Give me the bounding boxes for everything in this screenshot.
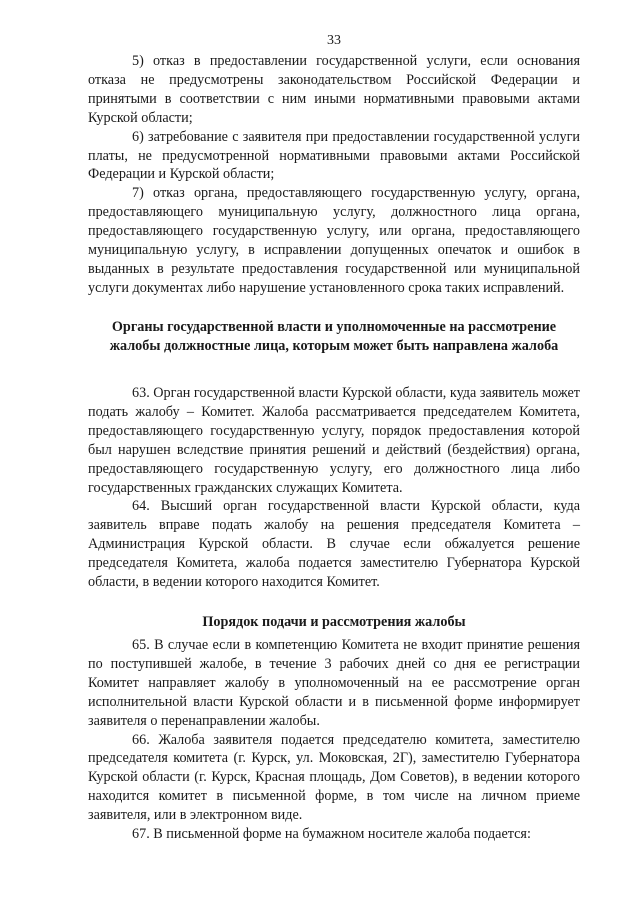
grounds-list xyxy=(88,52,580,298)
section-heading-bodies xyxy=(88,318,580,356)
paragraph-64: 64. Высший орган государственной власти Курской области, куда заявитель вправе подать жалобу на решения председателя Комитета – Администрация Курской области. В случае если обжалуется решение председателя Комитета, жалоба подается заместителю Губернатора Курской области, в ведении которого находится Комитет. xyxy=(88,498,580,591)
section-procedure-content xyxy=(88,636,580,844)
paragraph-67: 67. В письменной форме на бумажном носителе жалоба подается: xyxy=(132,826,531,843)
section-heading-text: Порядок подачи и рассмотрения жалобы xyxy=(202,614,466,630)
list-item-5: 5) отказ в предоставлении государственной услуги, если основания отказа не предусмотрены законодательством Российской Федерации и принятыми в соответствии с ним иными нормативными правовыми актами Курской области; xyxy=(88,53,580,126)
section-bodies-content xyxy=(88,384,580,592)
paragraph-63: 63. Орган государственной власти Курской области, куда заявитель может подать жалобу – Комитет. Жалоба рассматривается председателем Комитета, предоставляющего государственную услугу, порядок предоставления которой был нарушен вследствие принятия решений и действий (бездействия) органа, предоставляющего государственную услугу, его должностного лица либо государственных гражданских служащих Комитета. xyxy=(88,385,580,496)
list-item-6: 6) затребование с заявителя при предоставлении государственной услуги платы, не предусмотренной нормативными правовыми актами Российской Федерации и Курской области; xyxy=(88,128,580,183)
page-number: 33 xyxy=(327,33,341,48)
paragraph-66: 66. Жалоба заявителя подается председателю комитета, заместителю председателя комитета (г. Курск, ул. Моковская, 2Г), заместителю Губернатора Курской области (г. Курск, Красная площадь, Дом Советов), в ведении которого находится комитет в письменной форме, в том числе на личном приеме заявителя, или в электронном виде. xyxy=(88,731,580,824)
paragraph-65: 65. В случае если в компетенцию Комитета не входит принятие решения по поступившей жалобе, в течение 3 рабочих дней со дня ее регистрации Комитет направляет жалобу в уполномоченный на ее рассмотрение орган исполнительной власти Курской области и в письменной форме информирует заявителя о перенаправлении жалобы. xyxy=(88,637,580,729)
section-heading-procedure xyxy=(88,613,580,632)
section-heading-text: Органы государственной власти и уполномоченные на рассмотрение жалобы должностные лица, которым может быть направлена жалоба xyxy=(109,319,559,354)
list-item-7: 7) отказ органа, предоставляющего государственную услугу, органа, предоставляющего муниципальную услугу, должностного лица органа, предоставляющего государственную услугу, или органа, предоставляющего муниципальную услугу, в исправлении допущенных опечаток и ошибок в выданных в результате предоставления государственной или муниципальной услуги документах либо нарушение установленного срока таких исправлений. xyxy=(88,185,580,296)
